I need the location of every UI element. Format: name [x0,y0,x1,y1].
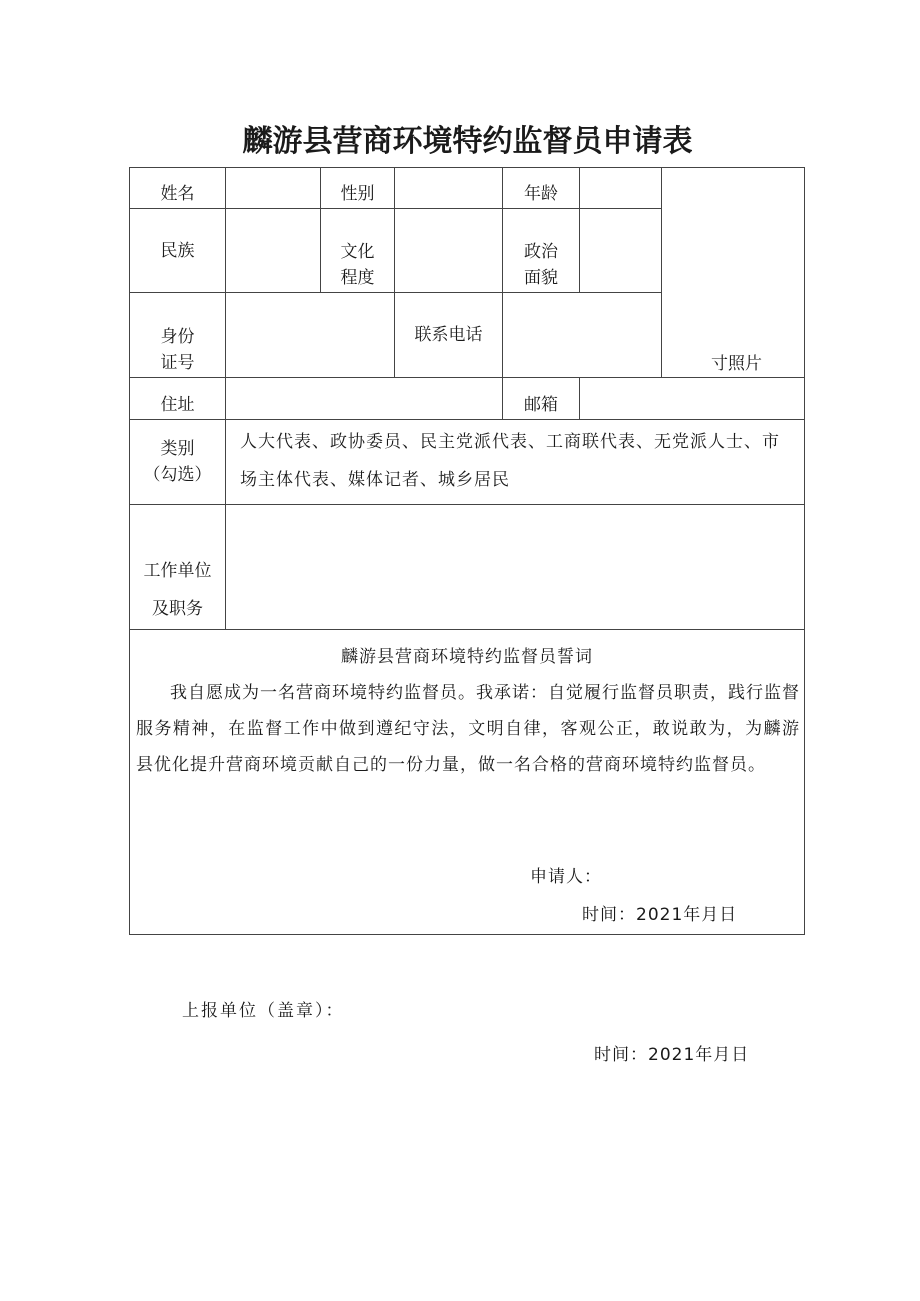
photo-label: 寸照片 [711,354,762,374]
address-field[interactable] [226,378,503,420]
political-field[interactable] [580,209,662,293]
age-field[interactable] [580,168,662,209]
category-label: 类别 （勾选） [130,420,226,505]
oath-section [130,630,805,935]
gender-label: 性别 [321,168,395,209]
ethnicity-label: 民族 [130,209,226,293]
work-unit-field[interactable] [226,505,805,630]
oath-body: 我自愿成为一名营商环境特约监督员。我承诺：自觉履行监督员职责，践行监督服务精神，在监督工作中做到遵纪守法，文明自律，客观公正，敢说敢为，为麟游县优化提升营商环境贡献自己的一份力量，做一名合格的营商环境特约监督员。 [136,683,800,775]
gender-field[interactable] [395,168,503,209]
application-form-table [129,167,805,935]
work-unit-label: 工作单位 及职务 [130,505,226,630]
ethnicity-field[interactable] [226,209,321,293]
email-field[interactable] [580,378,805,420]
phone-label: 联系电话 [395,293,503,378]
category-options[interactable]: 人大代表、政协委员、民主党派代表、工商联代表、无党派人士、市场主体代表、媒体记者、城乡居民 [226,420,805,505]
page-title: 麟游县营商环境特约监督员申请表 [242,124,693,159]
age-label: 年龄 [503,168,580,209]
phone-field[interactable] [503,293,662,378]
id-number-field[interactable] [226,293,395,378]
name-field[interactable] [226,168,321,209]
education-field[interactable] [395,209,503,293]
political-label: 政治 面貌 [503,209,580,293]
name-label: 姓名 [130,168,226,209]
id-number-label: 身份 证号 [130,293,226,378]
email-label: 邮箱 [503,378,580,420]
sign-date-label: 时间：2021年月日 [582,905,738,925]
report-unit-label: 上报单位（盖章）： [182,1001,345,1021]
photo-field[interactable] [662,168,805,378]
education-label: 文化 程度 [321,209,395,293]
address-label: 住址 [130,378,226,420]
oath-title: 麟游县营商环境特约监督员誓词 [341,647,593,667]
applicant-signature-label: 申请人： [530,867,602,887]
report-date-label: 时间：2021年月日 [594,1045,750,1065]
